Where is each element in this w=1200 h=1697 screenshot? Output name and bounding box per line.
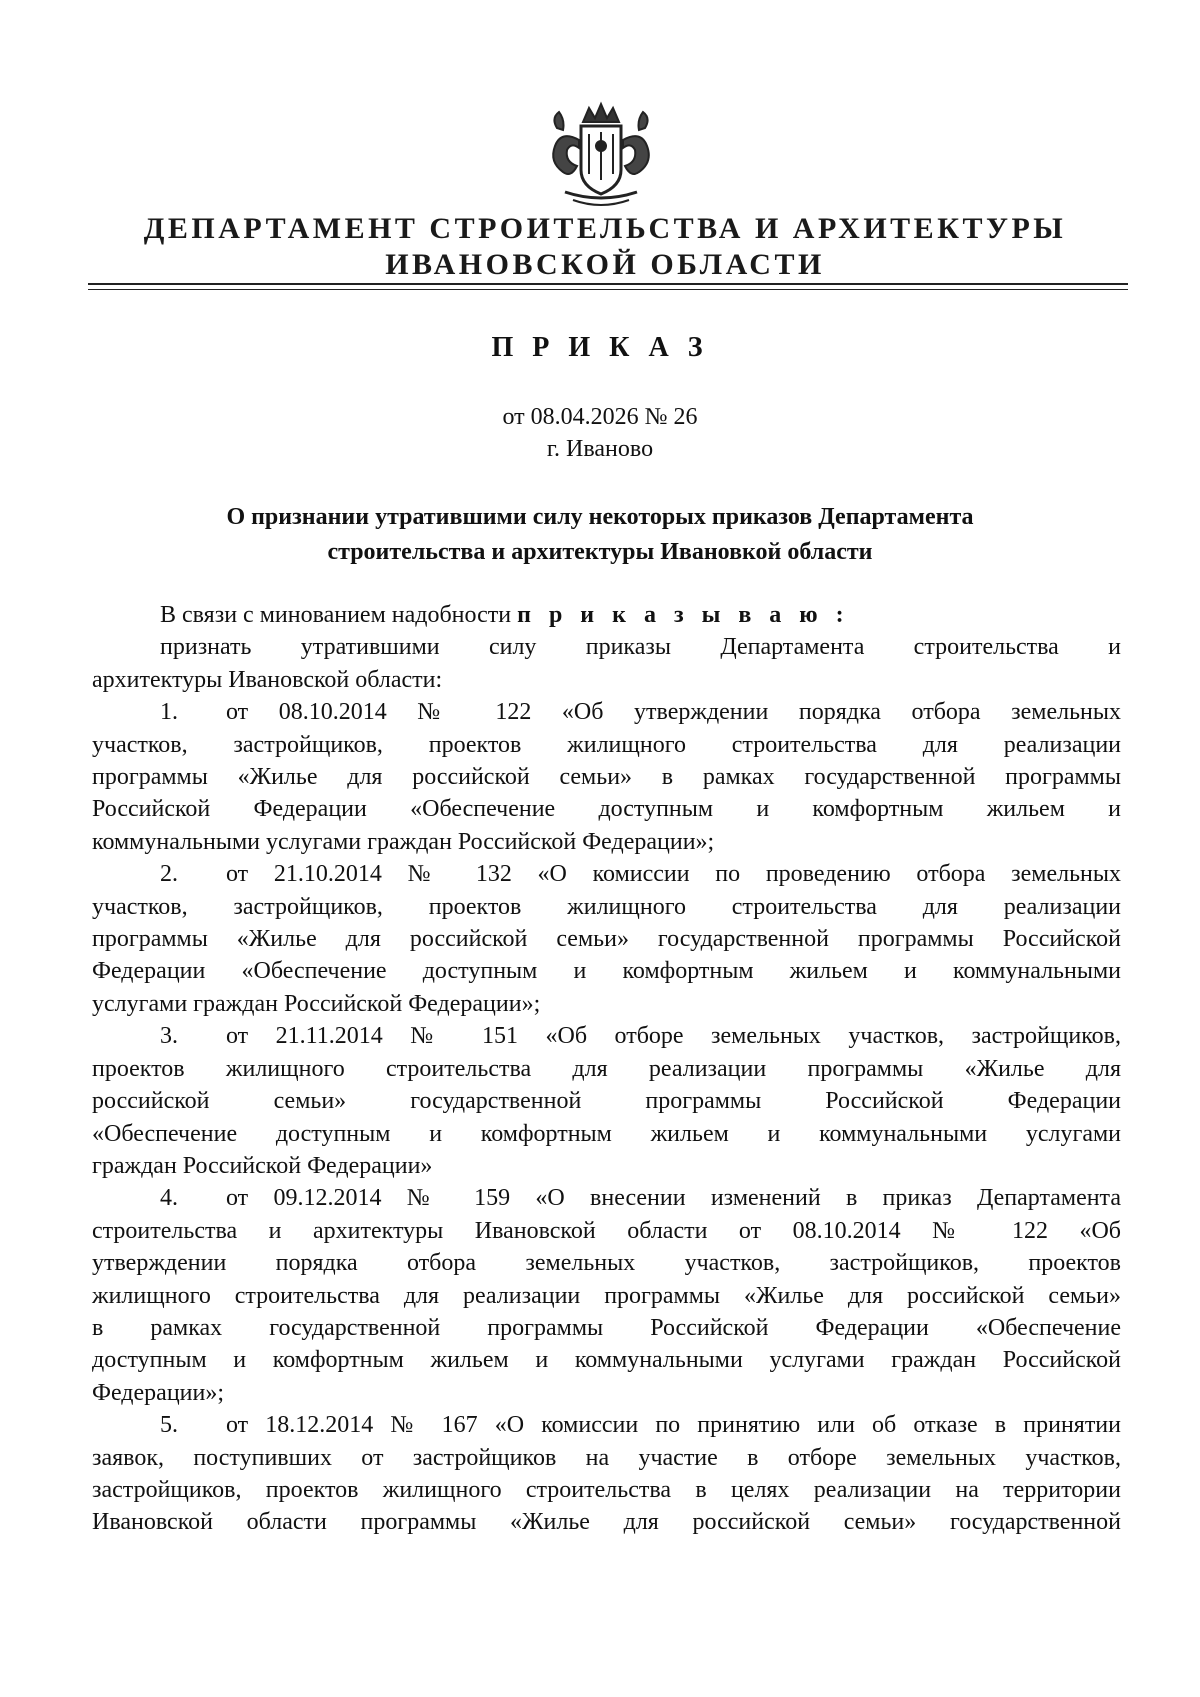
list-item-line: коммунальными услугами граждан Российской Федерации»; [92,828,715,855]
list-item-line: застройщиков, проектов жилищного строительства в целях реализации на территории [92,1476,1121,1503]
list-item-line: доступным и комфортным жильем и коммунальными услугами граждан Российской [92,1347,1121,1374]
intro-line: архитектуры Ивановской области: [92,666,443,693]
list-item-line: строительства и архитектуры Ивановской области от 08.10.2014 № 122 «Об [92,1217,1121,1244]
subject-line: О признании утратившими силу некоторых приказов Департамента [226,504,974,530]
preamble-text: В связи с минованием надобности [160,602,512,628]
document-city: г. Иваново [546,436,654,462]
list-item-line: утверждении порядка отбора земельных участков, застройщиков, проектов [92,1250,1121,1277]
list-item-text: от 08.10.2014 № 122 «Об утверждении порядка отбора земельных [226,699,1121,726]
list-item-line: жилищного строительства для реализации программы «Жилье для российской семьи» [92,1282,1121,1309]
list-item-line [92,858,1121,890]
list-item-number: 4. [160,1185,178,1212]
list-item-line: граждан Российской Федерации» [92,1152,433,1179]
department-name-line2: ИВАНОВСКОЙ ОБЛАСТИ [385,248,825,281]
list-item-text: от 21.10.2014 № 132 «О комиссии по проведению отбора земельных [226,861,1121,888]
document-date-number: от 08.04.2026 № 26 [502,404,698,430]
list-item-line: заявок, поступивших от застройщиков на участие в отборе земельных участков, [92,1444,1121,1471]
list-item-line [92,1182,1121,1214]
list-item-line: Ивановской области программы «Жилье для российской семьи» государственной [92,1509,1121,1536]
list-item-line: российской семьи» государственной программы Российской Федерации [92,1088,1121,1115]
list-item-number: 3. [160,1023,178,1050]
preamble-emphasis: п р и к а з ы в а ю : [517,602,850,628]
list-item-line: участков, застройщиков, проектов жилищного строительства для реализации [92,731,1121,758]
list-item-line [92,1409,1121,1441]
list-item-number: 1. [160,699,178,726]
list-item-number: 5. [160,1412,178,1439]
list-item-line: проектов жилищного строительства для реализации программы «Жилье для [92,1055,1121,1082]
list-item-line: Федерации»; [92,1379,225,1406]
document-type: П Р И К А З [491,332,709,363]
preamble [92,599,1121,631]
department-name-line1: ДЕПАРТАМЕНТ СТРОИТЕЛЬСТВА И АРХИТЕКТУРЫ [143,212,1067,245]
header-rule [88,283,1128,285]
intro-line: признать утратившими силу приказы Департамента строительства и [160,634,1121,661]
list-item-line: программы «Жилье для российской семьи» в рамках государственной программы [92,764,1121,791]
list-item-text: от 21.11.2014 № 151 «Об отборе земельных участков, застройщиков, [226,1023,1121,1050]
list-item-line: Федерации «Обеспечение доступным и комфортным жильем и коммунальными [92,958,1121,985]
list-item-line [92,696,1121,728]
list-item-line: в рамках государственной программы Российской Федерации «Обеспечение [92,1314,1121,1341]
document-body [92,599,1121,1539]
list-item-text: от 09.12.2014 № 159 «О внесении изменений в приказ Департамента [226,1185,1121,1212]
list-item-line: программы «Жилье для российской семьи» государственной программы Российской [92,926,1121,953]
list-item-line: участков, застройщиков, проектов жилищного строительства для реализации [92,893,1121,920]
list-item-line: «Обеспечение доступным и комфортным жильем и коммунальными услугами [92,1120,1121,1147]
document-subject [140,500,1060,570]
list-item-number: 2. [160,861,178,888]
coat-of-arms-icon [543,100,659,212]
list-item-line: Российской Федерации «Обеспечение доступным и комфортным жильем и [92,796,1121,823]
list-item-text: от 18.12.2014 № 167 «О комиссии по принятию или об отказе в принятии [226,1412,1121,1439]
list-item-line [92,1020,1121,1052]
list-item-line: услугами граждан Российской Федерации»; [92,990,541,1017]
header-rule-thin [88,289,1128,290]
subject-line: строительства и архитектуры Ивановкой области [327,539,873,565]
